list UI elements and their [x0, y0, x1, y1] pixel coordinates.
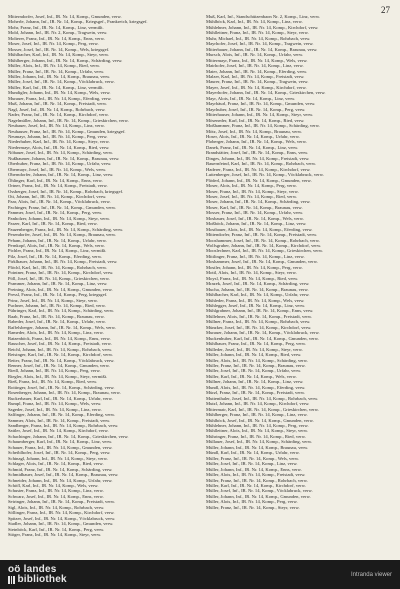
entry-line: Nagl, Josef, Inf., IR. Nr. 14, Komp., Rohrbach, verw. [8, 106, 106, 112]
entry-line: Moser, Alois, Inf., IR. Nr. 14, Komp., Perg, verw. [206, 183, 297, 189]
library-logo[interactable] [8, 565, 67, 585]
entry-line: Mayrhuber, Josef, Inf., IR. Nr. 14, Komp., Perg, verw. [206, 106, 306, 112]
entry-line: Sigl, Alois, Inf., IR. Nr. 14, Komp., Rohrbach, verw. [8, 504, 105, 510]
entry-line: Mayerhofer, Johann, Inf., IR. Nr. 14, Komp., Grieskirchen, verw. [206, 90, 326, 96]
entry-line: Müllner, Franz, Inf., IR. Nr. 14, Komp., Rohrbach, verw. [206, 319, 311, 325]
entry-line: Müllner, Johann, Inf., IR. Nr. 14, Komp., Linz, verw. [206, 379, 304, 385]
entry-line: Muckenhuber, Karl, Inf., IR. Nr. 14, Komp., Gmunden, verw. [206, 335, 319, 341]
entry-line: Müller, Johann, Inf., IR. Nr. 14, Komp., Braunau, verw. [206, 444, 309, 450]
entry-line: Mittermair, Karl, Inf., IR. Nr. 14, Komp., Grieskirchen, verw. [206, 406, 319, 412]
entry-line: Mühlehner, Johann, Inf., IR. Nr. 14, Komp., Perg, verw. [206, 422, 309, 428]
entry-line: Luttenberger, Josef, Inf., IR. Nr. 14, Komp., Vöcklabruck, verw. [206, 172, 324, 178]
entry-line: Mühlberger, Franz, Inf., IR. Nr. 14, Komp., Linz, verw. [206, 412, 308, 418]
entry-line: Mühlleitner, Franz, Inf., IR. Nr. 14, Komp., Steyr, verw. [206, 30, 309, 36]
entry-line: Schöfl, Karl, Inf., IR. Nr. 14, Komp., Wels, verw. [8, 482, 99, 488]
entry-line: Pesendorfer, Josef, Inf., IR. Nr. 14, Komp., Braunau, verw. [8, 232, 117, 238]
entry-line: Obermayr, Josef, Inf., IR. Nr. 14, Komp., Wels, verw. [8, 166, 107, 172]
entry-line: Malzer, Karl, Inf., IR. Nr. 14, Komp., Freistadt, verw. [206, 73, 305, 79]
entry-line: Mrazek, Josef, Inf., IR. Nr. 14, Komp., Schärding, verw. [206, 281, 310, 287]
entry-line: Schuster, Franz, Inf., IR. Nr. 14, Komp., Linz, verw. [8, 488, 104, 494]
entry-line: Plöderl, Johann, Inf., IR. Nr. 14, Komp., Gmunden, verw. [206, 177, 312, 183]
entry-line: Mühlböck, Karl, Inf., IR. Nr. 14, Komp., Linz, verw. [206, 19, 303, 25]
entry-line: Panholzer, Johann, Inf., IR. Nr. 14, Komp., Steyr, verw. [8, 215, 111, 221]
entry-line: Mosser, Josef, Inf., IR. Nr. 14, Komp., Wels, kriegsgef. [8, 46, 110, 52]
entry-line: Reisinger, Karl, Inf., IR. Nr. 14, Komp., Kirchdorf, verw. [8, 352, 114, 358]
entry-line: Müller, Josef, Inf., IR. Nr. 14, Komp., Urfahr, verw. [206, 368, 302, 374]
entry-line: Parzer, Karl, Inf., IR. Nr. 14, Komp., Ried, verw. [8, 221, 98, 227]
entry-line: Pachinger, Franz, Inf., IR. Nr. 14, Komp., Gmunden, verw. [8, 204, 117, 210]
entry-line: Mosbauer, Josef, Inf., IR. Nr. 14, Komp., Wels, verw. [206, 215, 304, 221]
entry-line: Sageder, Josef, Inf., IR. Nr. 14, Komp., Linz, verw. [8, 406, 102, 412]
entry-line: Prinz, Josef, Inf., IR. Nr. 14, Komp., Steyr, verw. [8, 297, 98, 303]
entry-line: Sattler, Josef, Inf., IR. Nr. 14, Komp., Kirchdorf, verw. [8, 428, 109, 434]
entry-line: Mayrbäurl, Franz, Inf., IR. Nr. 14, Komp., Gmunden, verw. [206, 101, 316, 107]
entry-line: Mooslechner, Karl, Inf., IR. Nr. 14, Komp., Grieskirchen, verw. [206, 248, 324, 254]
entry-line: Mühleder, Franz, Inf., IR. Nr. 14, Komp., Wels, verw. [206, 297, 305, 303]
entry-line: Maurer, Franz, Inf., IR. Nr. 14, Komp., Tragwein, verw. [206, 79, 309, 85]
entry-line: Müller, Johann, Inf., IR. Nr. 14, Komp., Enns, verw. [206, 466, 302, 472]
entry-line: Mucha, Johann, Inf., IR. Nr. 14, Komp., Braunau, verw. [206, 286, 309, 292]
entry-line: Rumpl, Franz, Inf., IR. Nr. 14, Komp., Wels, verw. [8, 401, 102, 407]
entry-line: Mitterndorfer, Josef, Inf., IR. Nr. 14, Komp., Gmunden, verw. [8, 14, 122, 19]
entry-line: Ortner, Franz, Inf., IR. Nr. 14, Komp., Freistadt, verw. [8, 183, 108, 189]
entry-line: Mold, Johann, Inf., IR. Nr. 2, Komp., Tragwein, verw. [8, 30, 108, 36]
entry-line: Puchner, Johann, Inf., IR. Nr. 14, Komp., Ried, verw. [8, 303, 106, 309]
left-column [8, 14, 196, 538]
entry-line: Müller, Franz, Inf., IR. Nr. 14, Komp., Urfahr, verw. [8, 68, 105, 74]
entry-line: Niederhuber, Karl, Inf., IR. Nr. 14, Komp., Steyr, verw. [8, 139, 110, 145]
entry-line: Müller, Karl, Inf., IR. Nr. 14, Komp., Wels, verw. [206, 373, 297, 379]
entry-line: Paar, Alois, Inf., IR. Nr. 14, Komp., Vöcklabruck, verw. [8, 199, 111, 205]
entry-line: Pammer, Josef, Inf., IR. Nr. 14, Komp., Perg, verw. [8, 210, 103, 216]
entry-line: Müller, Josef, Inf., IR. Nr. 14, Komp., Vöcklabruck, verw. [206, 488, 313, 494]
entry-line: Mostler, Johann, Inf., IR. Nr. 14, Komp., Perg, verw. [206, 264, 303, 270]
entry-line: Muhr, Michael, Inf., IR. Nr. 14, Komp., Rohrbach, verw. [206, 35, 311, 41]
entry-line: Mohr, Franz, Inf., IR. Nr. 14, Komp., Linz, vermißt. [8, 24, 104, 30]
entry-line: Mühlbacher, Karl, Inf., IR. Nr. 14, Komp., Urfahr, verw. [206, 292, 310, 298]
entry-line: Seiringer, Johann, Inf., IR. Nr. 14, Komp., Freistadt, verw. [8, 499, 116, 505]
entry-line: Oberndorfer, Johann, Inf., IR. Nr. 14, Komp., Linz, verw. [8, 172, 114, 178]
entry-line: Müllauer, Josef, Inf., IR. Nr. 14, Komp., Schärding, verw. [206, 439, 313, 445]
entry-line: Molterer, Franz, Inf., IR. Nr. 14, Komp., Enns, verw. [8, 35, 105, 41]
entry-line: Roitinger, Josef, Inf., IR. Nr. 14, Komp., Schärding, verw. [8, 384, 115, 390]
entry-line: Pernkopf, Alois, Inf., IR. Nr. 14, Komp., Wels, verw. [8, 243, 105, 249]
viewer-label[interactable]: Intranda viewer [350, 571, 392, 578]
entry-line: Mittlinger, Franz, Inf., IR. Nr. 14, Komp., Linz, verw. [206, 253, 305, 259]
entry-line: Wolfsgruber, Johann, Inf., IR. Nr. 14, Komp., Kirchdorf, verw. [206, 243, 322, 249]
entry-line: Pirklbauer, Johann, Inf., IR. Nr. 14, Komp., Freistadt, verw. [8, 259, 118, 265]
bars-icon [8, 576, 15, 584]
entry-line: Rieß, Franz, Inf., IR. Nr. 14, Komp., Ried, verw. [8, 379, 98, 385]
entry-line: Neuhauser, Franz, Inf., IR. Nr. 14, Komp., Gmunden, kriegsgef. [8, 128, 126, 134]
entry-line: Raab, Franz, Inf., IR. Nr. 14, Komp., Braunau, verw. [8, 313, 105, 319]
entry-line: Nußbaumer, Johann, Inf., IR. Nr. 14, Komp., Braunau, verw. [8, 155, 120, 161]
entry-line: Müller, Franz, Inf., IR. Nr. 14, Komp., Steyr, verw. [206, 504, 300, 510]
entry-line: Moser, Josef, Inf., IR. Nr. 14, Komp., Perg, verw. [8, 41, 99, 47]
entry-line: Plöchl, Karl, Inf., IR. Nr. 14, Komp., Rohrbach, verw. [8, 264, 108, 270]
entry-line: Möseneder, Karl, Inf., IR. Nr. 14, Komp., Ried, verw. [206, 117, 305, 123]
entry-line: Mülleder, Josef, Inf., IR. Nr. 14, Komp., Steyr, verw. [206, 346, 303, 352]
entry-line: Mayrhofer, Josef, Inf., IR. Nr. 14, Komp., Tragwein, verw. [206, 41, 314, 47]
entry-line: Mittendorfer, Franz, Inf., IR. Nr. 14, Komp., Freistadt, verw. [206, 232, 318, 238]
entry-line: Prammer, Johann, Inf., IR. Nr. 14, Komp., Linz, verw. [8, 281, 108, 287]
entry-line: Steinböck, Karl, Inf., IR. Nr. 14, Komp., Perg, verw. [8, 526, 105, 532]
entry-line: Ossberger, Josef, Inf., IR. Nr. 14, Komp., Rohrbach, kriegsgef. [8, 188, 124, 194]
entry-line: Müller, Franz, Inf., IR. Nr. 14, Komp., Rohrbach, verw. [206, 477, 308, 483]
entry-line: Moßhammer, Franz, Inf., IR. Nr. 14, Komp., Schärding, verw. [206, 123, 320, 129]
entry-line: Müller, Josef, Inf., IR. Nr. 14, Komp., Vöcklabruck, verw. [8, 79, 115, 85]
entry-line: Müller, Franz, Inf., IR. Nr. 14, Komp., Wels, verw. [206, 455, 300, 461]
entry-line: Pühringer, Karl, Inf., IR. Nr. 14, Komp., Schärding, verw. [8, 308, 115, 314]
entry-line: Moysl, Franz, Inf., IR. Nr. 14, Komp., Ried, verw. [206, 275, 299, 281]
entry-line: Söllinger, Franz, Inf., IR. Nr. 14, Komp., Kirchdorf, verw. [8, 510, 115, 516]
brand-line-1: oö landes [8, 563, 57, 575]
entry-line: Mühlgrabner, Johann, Inf., IR. Nr. 14, Komp., Enns, verw. [206, 308, 314, 314]
entry-line: Moshammer, Josef, Inf., IR. Nr. 14, Komp., Gmunden, verw. [206, 259, 318, 265]
entry-line: Müller, Alois, Inf., IR. Nr. 14, Komp., Perg, verw. [206, 499, 298, 505]
entry-line: Pichler, Franz, Inf., IR. Nr. 14, Komp., Linz, vermißt. [8, 248, 107, 254]
entry-line: Mitterbauer, Johann, Inf., IR. Nr. 14, Komp., Braunau, verw. [206, 46, 318, 52]
entry-line: Muß, Karl, Inf., Standschützenbaon Nr. 2, Komp., Linz, verw. [206, 14, 321, 19]
right-column [206, 14, 394, 510]
entry-line: Moser, Karl, Inf., IR. Nr. 14, Komp., Braunau, verw. [206, 204, 303, 210]
entry-line: Mötz, Josef, Inf., IR. Nr. 14, Komp., Braunau, verw. [206, 128, 303, 134]
entry-line: Mayer, Josef, Inf., IR. Nr. 14, Komp., Kirchdorf, verw. [206, 84, 307, 90]
entry-line: Müller, Johann, Inf., IR. Nr. 14, Komp., Braunau, verw. [8, 73, 111, 79]
entry-line: Reichl, Johann, Inf., IR. Nr. 14, Komp., Rohrbach, verw. [8, 346, 113, 352]
entry-line: Schaumberger, Karl, Inf., IR. Nr. 14, Komp., Linz, verw. [8, 439, 113, 445]
entry-line: Mostbauer, Alois, Inf., IR. Nr. 14, Komp., Eferding, verw. [206, 226, 313, 232]
entry-line: Müller, Karl, Inf., IR. Nr. 14, Komp., Kirchdorf, verw. [206, 482, 306, 488]
entry-line: Schwarz, Josef, Inf., IR. Nr. 14, Komp., Enns, verw. [8, 493, 104, 499]
entry-line: Mottl, Alois, Inf., IR. Nr. 14, Komp., Steyr, verw. [206, 270, 297, 276]
entry-line: Mooshammer, Josef, Inf., IR. Nr. 14, Komp., Rohrbach, verw. [206, 237, 320, 243]
entry-line: Pilz, Josef, Inf., IR. Nr. 14, Komp., Eferding, verw. [8, 253, 102, 259]
entry-line: Schneider, Johann, Inf., IR. Nr. 14, Komp., Urfahr, verw. [8, 477, 113, 483]
entry-line: Rauscher, Josef, Inf., IR. Nr. 14, Komp., Freistadt, verw. [8, 341, 112, 347]
entry-line: Spitzer, Josef, Inf., IR. Nr. 14, Komp., Vöcklabruck, verw. [8, 515, 116, 521]
page-number: 27 [381, 5, 390, 15]
entry-line: Mühlegger, Josef, Inf., IR. Nr. 14, Komp., Linz, verw. [206, 303, 306, 309]
entry-line: Mühlehner, Johann, Inf., IR. Nr. 14, Komp., Kirchdorf, verw. [206, 24, 319, 30]
entry-line: Müller, Johann, Inf., IR. Nr. 14, Komp., Ried, verw. [206, 352, 302, 358]
entry-line: Danek, Franz, Inf., IR. Nr. 14, Komp., Linz, verw. [206, 144, 299, 150]
entry-line: Mutzl, Johann, Inf., IR. Nr. 14, Komp., Kirchdorf, verw. [206, 401, 310, 407]
entry-line: Müller, Karl, Inf., IR. Nr. 14, Komp., Linz, vermißt. [8, 84, 104, 90]
entry-line: Brandstätter, Josef, Inf., IR. Nr. 14, Komp., Enns, verw. [206, 150, 309, 156]
entry-line: Mühlleitner, Alois, Inf., IR. Nr. 14, Komp., Steyr, verw. [206, 428, 309, 434]
entry-line: Niedermayr, Alois, Inf., IR. Nr. 14, Komp., Ried, verw. [8, 144, 110, 150]
entry-line: Salfinger, Johann, Inf., IR. Nr. 14, Komp., Eferding, verw. [8, 412, 116, 418]
entry-line: Schlager, Alois, Inf., IR. Nr. 14, Komp., Ried, verw. [8, 461, 104, 467]
entry-line: Riegler, Alois, Inf., IR. Nr. 14, Komp., Steyr, vermißt. [8, 373, 108, 379]
entry-line: Schmid, Franz, Inf., IR. Nr. 14, Komp., Schärding, verw. [8, 466, 113, 472]
entry-line: Murauer, Johann, Inf., IR. Nr. 14, Komp., Vöcklabruck, verw. [206, 330, 320, 336]
entry-line: Ott, Johann, Inf., IR. Nr. 14, Komp., Kirchdorf, verw. [8, 193, 107, 199]
entry-line: Hoser, Alois, Inf., IR. Nr. 14, Komp., Urfahr, verw. [206, 133, 300, 139]
entry-line: Pointner, Franz, Inf., IR. Nr. 14, Komp., Kirchdorf, verw. [8, 270, 114, 276]
entry-line: Rameder, Alois, Inf., IR. Nr. 14, Komp., Linz, verw. [8, 330, 104, 336]
entry-line: Raffelsberger, Johann, Inf., IR. Nr. 14, Komp., Wels, verw. [8, 324, 116, 330]
entry-line: Mühlbauer, Franz, Inf., IR. Nr. 14, Komp., Perg, verw. [206, 341, 307, 347]
entry-line: Renner, Josef, Inf., IR. Nr. 14, Komp., Gmunden, verw. [8, 363, 110, 368]
entry-line: Sammer, Alois, Inf., IR. Nr. 14, Komp., Freistadt, verw. [8, 417, 111, 423]
entry-line: Scheiblhofer, Josef, Inf., IR. Nr. 14, Komp., Perg, verw. [8, 450, 111, 456]
entry-line: Pressl, Franz, Inf., IR. Nr. 14, Komp., Perg, kriegsgef. [8, 292, 108, 298]
entry-line: Dinges, Johann, Inf., IR. Nr. 14, Komp., Freistadt, verw. [206, 155, 310, 161]
entry-line: Murauer, Franz, Inf., IR. Nr. 14, Komp., Eferding, verw. [8, 95, 112, 101]
entry-line: Bauernfeind, Karl, Inf., IR. Nr. 14, Komp., Rohrbach, verw. [206, 161, 317, 167]
entry-line: Schmidbauer, Josef, Inf., IR. Nr. 14, Komp., Braunau, verw. [8, 472, 119, 478]
entry-line: Moßböck, Johann, Inf., IR. Nr. 14, Komp., Linz, verw. [206, 221, 307, 227]
entry-line: Nöbauer, Josef, Inf., IR. Nr. 14, Komp., Schärding, verw. [8, 150, 114, 156]
entry-line: Neubauer, Josef, Inf., IR. Nr. 14, Komp., Linz, verw. [8, 123, 105, 129]
entry-line: Nagelmüller, Johann, Inf., IR. Nr. 14, Komp., Grieskirchen, verw. [8, 117, 129, 123]
entry-line: Mairhofer, Josef, Inf., IR. Nr. 14, Komp., Linz, verw. [206, 63, 304, 69]
entry-line: Haderer, Franz, Inf., IR. Nr. 14, Komp., Kirchdorf, verw. [206, 166, 311, 172]
entry-line: Ploberger, Johann, Inf., IR. Nr. 14, Komp., Wels, verw. [206, 139, 307, 145]
entry-line: Mündl, Karl, Inf., IR. Nr. 14, Komp., Urfahr, verw. [206, 450, 300, 456]
entry-line: Mühlbacher, Karl, Inf., IR. Nr. 14, Komp., Steyr, verw. [8, 52, 110, 58]
entry-line: Mürzl, Franz, Inf., IR. Nr. 14, Komp., Freistadt, verw. [206, 390, 306, 396]
viewer-footer [0, 560, 400, 589]
entry-line: Mosser, Franz, Inf., IR. Nr. 14, Komp., Urfahr, verw. [206, 210, 304, 216]
entry-line: Rosenberger, Johann, Inf., IR. Nr. 14, Komp., Braunau, verw. [8, 390, 121, 396]
entry-line: Ruckerbauer, Karl, Inf., IR. Nr. 14, Komp., Urfahr, verw. [8, 395, 113, 401]
entry-line: Mitterhauser, Johann, Inf., IR. Nr. 14, Komp., Steyr, verw. [206, 112, 314, 118]
entry-line: Stadler, Johann, Inf., IR. Nr. 14, Komp., Gmunden, verw. [8, 521, 114, 527]
entry-line: Mursch, Alois, Inf., IR. Nr. 14, Komp., Urfahr, verw. [206, 52, 304, 58]
entry-line: Schinagl, Johann, Inf., IR. Nr. 14, Komp., Steyr, verw. [8, 455, 108, 461]
entry-line: Mundigler, Johann, Inf., IR. Nr. 14, Komp., Wels, verw. [8, 90, 111, 96]
brand-line-2-wrap [8, 575, 67, 585]
entry-line: Oberhuber, Franz, Inf., IR. Nr. 14, Komp., Urfahr, verw. [8, 161, 112, 167]
entry-line: Mühlböck, Josef, Inf., IR. Nr. 14, Komp., Gmunden, verw. [206, 417, 314, 423]
brand-line-2: bibliothek [17, 573, 67, 585]
entry-line: Pauzenberger, Franz, Inf., IR. Nr. 14, Komp., Schärding, verw. [8, 226, 124, 232]
entry-line: Reiter, Franz, Inf., IR. Nr. 14, Komp., Vöcklabruck, verw. [8, 357, 115, 363]
entry-line: Rabeder, Josef, Inf., IR. Nr. 14, Komp., Urfahr, verw. [8, 319, 106, 325]
entry-line: Mundl, Alois, Inf., IR. Nr. 14, Komp., Eferding, verw. [206, 384, 306, 390]
entry-line: Müller, Franz, Inf., IR. Nr. 14, Komp., Braunau, verw. [206, 363, 306, 368]
entry-line: Schauer, Franz, Inf., IR. Nr. 14, Komp., Gmunden, verw. [8, 444, 113, 450]
entry-line: Mühringer, Franz, Inf., IR. Nr. 14, Komp., Ried, verw. [206, 433, 306, 439]
entry-line: Pöll, Josef, Inf., IR. Nr. 14, Komp., Grieskirchen, verw. [8, 275, 110, 281]
entry-line: Moherle, Johann, Inf., IR. Nr. 14, Komp., Kriegsgef., Frankreich, kriegsgef. [8, 19, 148, 25]
entry-line: Peham, Johann, Inf., IR. Nr. 14, Komp., Urfahr, verw. [8, 237, 107, 243]
entry-line: Öhlinger, Karl, Inf., IR. Nr. 14, Komp., Enns, verw. [8, 177, 103, 183]
entry-line: Moser, Franz, Inf., IR. Nr. 14, Komp., Steyr, verw. [206, 188, 299, 194]
entry-line: Preining, Alois, Inf., IR. Nr. 14, Komp., Gmunden, verw. [8, 286, 113, 292]
entry-line: Münzker, Josef, Inf., IR. Nr. 14, Komp., Kirchdorf, verw. [206, 324, 312, 330]
entry-line: Müller, Alois, Inf., IR. Nr. 14, Komp., Schärding, verw. [206, 357, 308, 363]
entry-line: Muttenthaler, Josef, Inf., IR. Nr. 14, Komp., Rohrbach, verw. [206, 395, 319, 401]
entry-line: Neumayr, Johann, Inf., IR. Nr. 14, Komp., Perg, verw. [8, 133, 108, 139]
entry-line: Müller, Johann, Inf., IR. Nr. 14, Komp., Gmunden, verw. [206, 493, 311, 499]
entry-line: Müller, Josef, Inf., IR. Nr. 14, Komp., Linz, verw. [206, 461, 298, 467]
entry-line: Müller, Alois, Inf., IR. Nr. 14, Komp., Ried, verw. [8, 63, 101, 69]
entry-line: Stöger, Franz, Inf., IR. Nr. 14, Komp., Steyr, verw. [8, 532, 102, 538]
entry-line: Müllehner, Alois, Inf., IR. Nr. 14, Komp., Freistadt, verw. [206, 313, 313, 319]
entry-line: Müller, Alois, Inf., IR. Nr. 14, Komp., Freistadt, verw. [206, 472, 306, 478]
entry-line: Muß, Johann, Inf., IR. Nr. 14, Komp., Freistadt, verw. [8, 101, 108, 107]
entry-line: Mayr, Alois, Inf., IR. Nr. 14, Komp., Linz, verw. [206, 95, 296, 101]
entry-line: Maier, Johann, Inf., IR. Nr. 14, Komp., Eferding, verw. [206, 68, 308, 74]
entry-line: Riedl, Johann, Inf., IR. Nr. 14, Komp., Perg, verw. [8, 368, 101, 374]
entry-line: Ratzenböck, Franz, Inf., IR. Nr. 14, Komp., Enns, verw. [8, 335, 111, 341]
entry-line: Schachinger, Johann, Inf., IR. Nr. 14, Komp., Grieskirchen, verw. [8, 433, 129, 439]
entry-line: Moser, Johann, Inf., IR. Nr. 14, Komp., Schärding, verw. [206, 199, 311, 205]
entry-line: Nader, Franz, Inf., IR. Nr. 14, Komp., Kirchdorf, verw. [8, 112, 109, 118]
entry-line: Mühlberger, Johann, Inf., IR. Nr. 14, Komp., Schärding, verw. [8, 57, 123, 63]
entry-line: Mittermayr, Franz, Inf., IR. Nr. 14, Komp., Wels, verw. [206, 57, 308, 63]
entry-line: Moser, Josef, Inf., IR. Nr. 14, Komp., Ried, verw. [206, 193, 297, 199]
entry-line: Sandberger, Franz, Inf., IR. Nr. 14, Komp., Rohrbach, verw. [8, 422, 119, 428]
